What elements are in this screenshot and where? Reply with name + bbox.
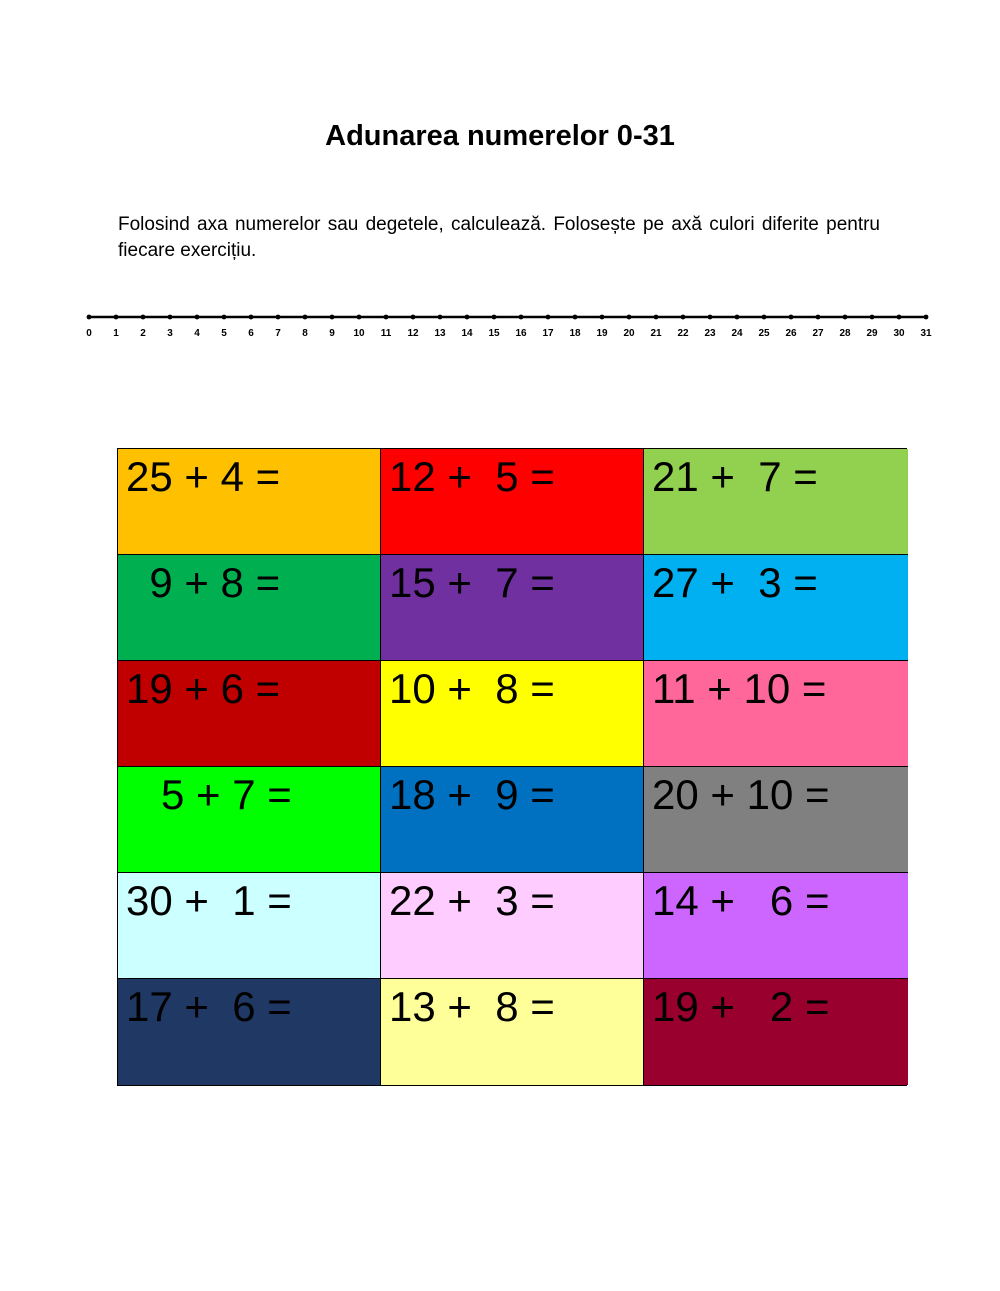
exercise-cell [381,661,644,767]
number-line-point [492,315,497,320]
number-line-point [681,315,686,320]
number-line-point [384,315,389,320]
number-line-point [465,315,470,320]
number-line-label: 3 [167,328,173,339]
exercise-cell [644,661,908,767]
number-line-label: 14 [461,328,473,339]
number-line-label: 12 [407,328,419,339]
number-line-point [843,315,848,320]
number-line-label: 2 [140,328,146,339]
number-line-label: 6 [248,328,254,339]
number-line-point [789,315,794,320]
exercise-cell [381,873,644,979]
number-line-label: 4 [194,328,200,339]
page-title: Adunarea numerelor 0-31 [325,120,675,152]
number-line-label: 27 [812,328,824,339]
exercise-expression: 5 + 7 = [126,771,292,818]
number-line-point [114,315,119,320]
number-line-point [735,315,740,320]
number-line-label: 23 [704,328,716,339]
number-line-label: 26 [785,328,797,339]
exercise-cell [381,555,644,661]
number-line-point [654,315,659,320]
number-line-point [870,315,875,320]
exercise-cell [118,979,381,1085]
instructions-text: Folosind axa numerelor sau degetele, calculează. Folosește pe axă culori diferite pentru fiecare exercițiu. [118,214,880,261]
exercise-expression: 15 + 7 = [389,559,555,606]
number-line-point [519,315,524,320]
number-line [0,300,1000,350]
number-line-point [708,315,713,320]
number-line-point [195,315,200,320]
number-line-point [222,315,227,320]
number-line-point [762,315,767,320]
number-line-point [357,315,362,320]
number-line-label: 28 [839,328,851,339]
exercise-expression: 20 + 10 = [652,771,830,818]
number-line-point [87,315,92,320]
number-line-label: 18 [569,328,581,339]
number-line-point [924,315,929,320]
number-line-point [600,315,605,320]
number-line-label: 13 [434,328,446,339]
exercise-cell [118,767,381,873]
number-line-point [303,315,308,320]
number-line-label: 17 [542,328,554,339]
number-line-label: 29 [866,328,878,339]
exercise-expression: 19 + 6 = [126,665,281,712]
exercise-cell [644,555,908,661]
exercise-expression: 19 + 2 = [652,983,830,1030]
exercise-expression: 17 + 6 = [126,983,292,1030]
number-line-point [249,315,254,320]
exercise-cell [644,979,908,1085]
exercise-cell [644,767,908,873]
number-line-label: 22 [677,328,689,339]
exercise-cell [381,767,644,873]
exercise-expression: 21 + 7 = [652,453,818,500]
exercise-cell [118,873,381,979]
exercise-expression: 9 + 8 = [126,559,281,606]
number-line-label: 11 [380,328,392,339]
number-line-label: 15 [488,328,500,339]
number-line-label: 30 [893,328,905,339]
number-line-label: 9 [329,328,335,339]
number-line-label: 8 [302,328,308,339]
number-line-label: 10 [353,328,365,339]
number-line-label: 16 [515,328,527,339]
exercise-expression: 18 + 9 = [389,771,555,818]
exercise-expression: 27 + 3 = [652,559,818,606]
number-line-point [276,315,281,320]
exercise-cell [118,661,381,767]
exercise-expression: 25 + 4 = [126,453,281,500]
number-line-label: 21 [650,328,662,339]
exercise-cell [118,449,381,555]
number-line-point [330,315,335,320]
exercise-cell [644,449,908,555]
number-line-point [897,315,902,320]
exercise-expression: 30 + 1 = [126,877,292,924]
number-line-label: 1 [113,328,119,339]
number-line-point [411,315,416,320]
number-line-label: 31 [920,328,932,339]
exercise-cell [381,979,644,1085]
number-line-point [816,315,821,320]
exercise-grid [117,448,907,1086]
exercise-expression: 13 + 8 = [389,983,555,1030]
exercise-expression: 11 + 10 = [652,665,827,712]
exercise-expression: 12 + 5 = [389,453,555,500]
number-line-label: 25 [758,328,770,339]
number-line-label: 7 [275,328,281,339]
number-line-point [573,315,578,320]
number-line-label: 19 [596,328,608,339]
number-line-point [546,315,551,320]
exercise-cell [118,555,381,661]
number-line-label: 5 [221,328,227,339]
number-line-label: 20 [623,328,635,339]
exercise-cell [381,449,644,555]
number-line-point [627,315,632,320]
exercise-expression: 14 + 6 = [652,877,830,924]
exercise-cell [644,873,908,979]
exercise-expression: 22 + 3 = [389,877,555,924]
number-line-point [438,315,443,320]
exercise-expression: 10 + 8 = [389,665,555,712]
number-line-label: 24 [731,328,743,339]
number-line-point [168,315,173,320]
number-line-point [141,315,146,320]
number-line-label: 0 [86,328,92,339]
